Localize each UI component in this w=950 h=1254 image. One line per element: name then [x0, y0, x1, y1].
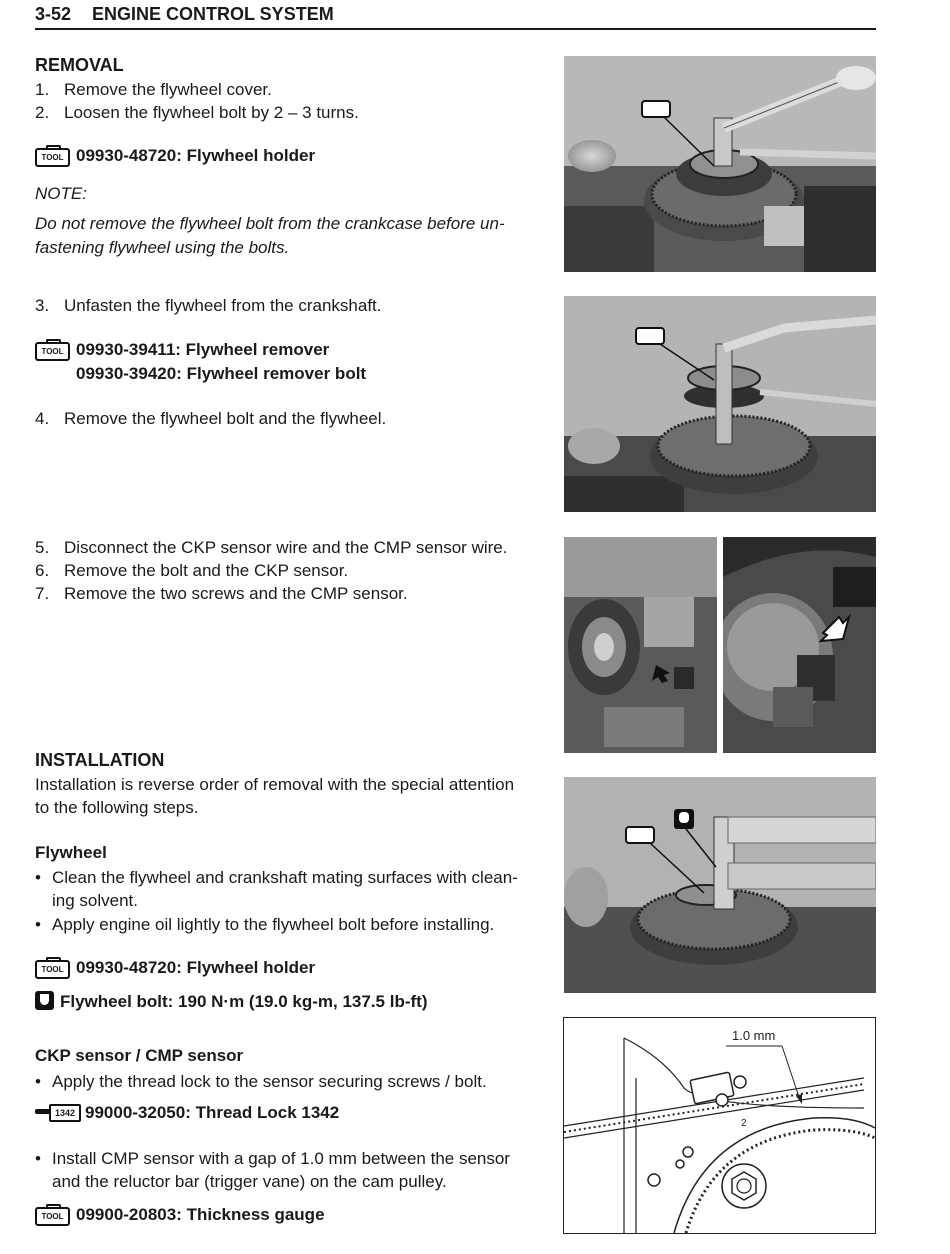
step-number: 6. [35, 561, 50, 580]
step-4 [35, 407, 386, 430]
diagram-mark-label: 2 [741, 1118, 747, 1129]
bullet-mark: • [35, 1149, 41, 1168]
tool-text: 09930-39411: Flywheel remover [76, 340, 330, 359]
step-text: Remove the two screws and the CMP sensor. [64, 584, 408, 603]
tool-icon: TOOL [35, 960, 70, 979]
thread-lock-tube-icon [35, 1103, 81, 1121]
step-2 [35, 101, 359, 124]
step-number: 2. [35, 103, 50, 122]
tool-text: 09900-20803: Thickness gauge [76, 1205, 325, 1224]
bullet-item [35, 866, 518, 889]
page-number: 3-52 [35, 4, 72, 24]
bullet-text: Clean the flywheel and crankshaft mating surfaces with clean- [52, 868, 518, 887]
step-1 [35, 78, 272, 101]
step-5 [35, 536, 507, 559]
step-number: 7. [35, 584, 50, 603]
photo-ckp-sensor [564, 537, 717, 753]
special-tool-line [35, 958, 315, 979]
note-text-line-1: Do not remove the flywheel bolt from the crankcase before un- [35, 214, 505, 233]
step-text: Unfasten the flywheel from the crankshaft. [64, 296, 382, 315]
step-number: 4. [35, 409, 50, 428]
sensor-subheading: CKP sensor / CMP sensor [35, 1046, 244, 1065]
tube-nozzle [35, 1109, 49, 1114]
special-tool-line [35, 1205, 325, 1226]
bullet-text: Install CMP sensor with a gap of 1.0 mm between the sensor [52, 1149, 510, 1168]
tool-icon: TOOL [35, 1207, 70, 1226]
torque-wrench-icon [35, 991, 54, 1010]
photo-flywheel-remover [564, 296, 876, 512]
bullet-text: Apply the thread lock to the sensor securing screws / bolt. [52, 1072, 487, 1091]
tool-text: 09930-48720: Flywheel holder [76, 146, 316, 165]
photo-cmp-sensor [723, 537, 876, 753]
photo-flywheel-holder [564, 56, 876, 272]
bullet-text: Apply engine oil lightly to the flywheel bolt before installing. [52, 915, 495, 934]
bullet-continuation: ing solvent. [52, 891, 138, 910]
note-text-line-2: fastening flywheel using the bolts. [35, 238, 290, 257]
torque-text: Flywheel bolt: 190 N·m (19.0 kg-m, 137.5 lb-ft) [60, 992, 428, 1011]
step-text: Remove the flywheel cover. [64, 80, 272, 99]
step-7 [35, 582, 408, 605]
bullet-item [35, 913, 494, 936]
step-number: 1. [35, 80, 50, 99]
installation-intro-line-1: Installation is reverse order of removal with the special attention [35, 775, 515, 794]
bullet-item [35, 1070, 487, 1093]
section-title: ENGINE CONTROL SYSTEM [92, 4, 334, 24]
installation-intro-line-2: to the following steps. [35, 798, 199, 817]
step-number: 5. [35, 538, 50, 557]
torque-spec-line [35, 991, 427, 1012]
note-label: NOTE: [35, 184, 87, 203]
step-3 [35, 294, 382, 317]
step-6 [35, 559, 348, 582]
page-header [35, 2, 876, 30]
gap-dimension-label: 1.0 mm [732, 1028, 776, 1043]
bullet-mark: • [35, 915, 41, 934]
step-text: Disconnect the CKP sensor wire and the CMP sensor wire. [64, 538, 508, 557]
sensor-gap-diagram [563, 1017, 876, 1234]
flywheel-subheading: Flywheel [35, 843, 107, 862]
step-text: Remove the bolt and the CKP sensor. [64, 561, 349, 580]
bullet-mark: • [35, 868, 41, 887]
tube-number: 1342 [49, 1104, 81, 1122]
thread-lock-line [35, 1103, 339, 1123]
step-text: Loosen the flywheel bolt by 2 – 3 turns. [64, 103, 359, 122]
removal-heading: REMOVAL [35, 55, 124, 75]
bullet-mark: • [35, 1072, 41, 1091]
tool-text: 09930-48720: Flywheel holder [76, 958, 316, 977]
step-number: 3. [35, 296, 50, 315]
special-tool-line [35, 340, 329, 361]
tool-icon: TOOL [35, 148, 70, 167]
photo-flywheel-installation [564, 777, 876, 993]
tool-text-second: 09930-39420: Flywheel remover bolt [76, 364, 367, 383]
installation-heading: INSTALLATION [35, 750, 165, 770]
bullet-continuation: and the reluctor bar (trigger vane) on the cam pulley. [52, 1172, 447, 1191]
bullet-item [35, 1147, 510, 1170]
step-text: Remove the flywheel bolt and the flywheel. [64, 409, 387, 428]
tool-icon: TOOL [35, 342, 70, 361]
thread-lock-text: 99000-32050: Thread Lock 1342 [85, 1103, 340, 1122]
special-tool-line [35, 146, 315, 167]
